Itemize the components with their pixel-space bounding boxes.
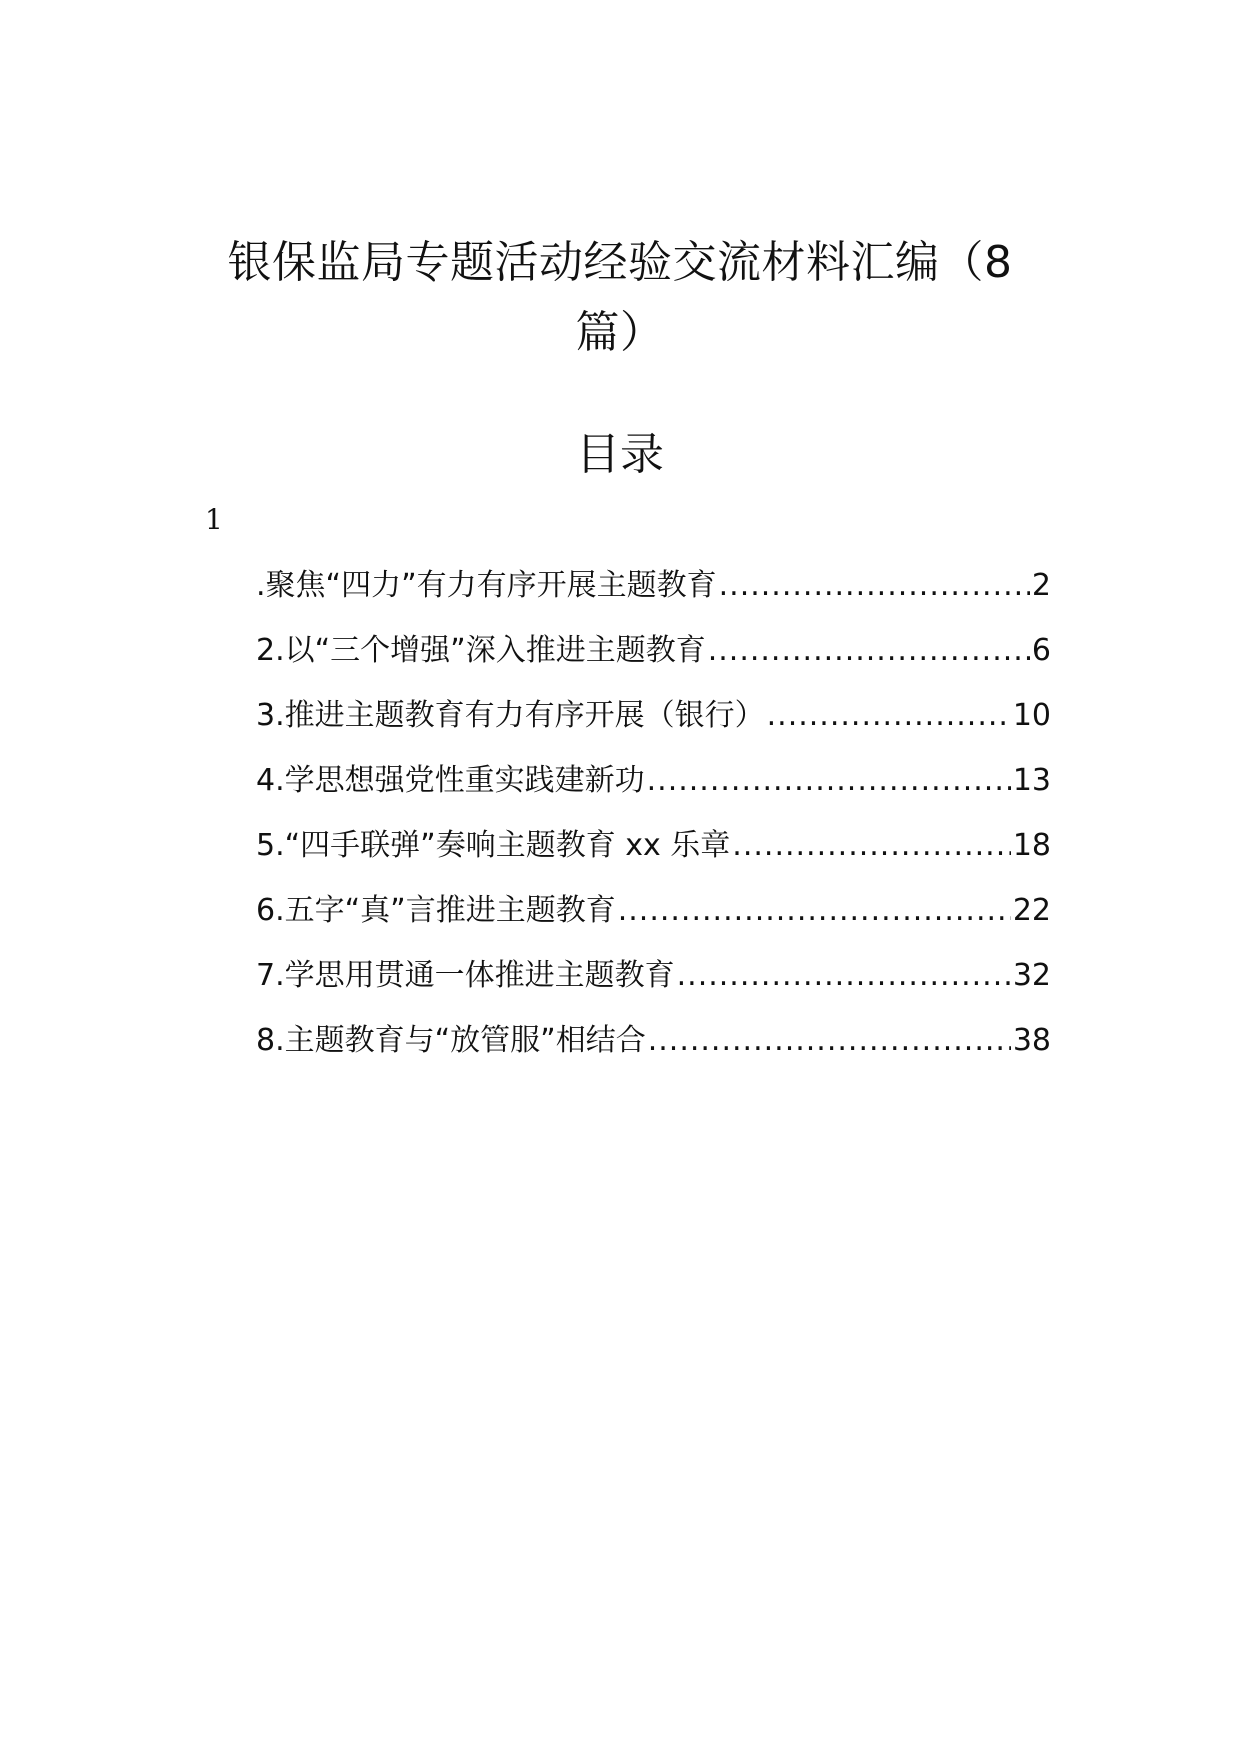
toc-heading: 目录 xyxy=(576,429,664,480)
page-marker: 1 xyxy=(205,503,223,536)
toc-entry-title: 2.以“三个增强”深入推进主题教育 xyxy=(256,633,706,668)
toc-entry-page: 10 xyxy=(1012,698,1051,733)
toc-entry-6[interactable] xyxy=(256,891,1051,956)
toc-entry-title: 6.五字“真”言推进主题教育 xyxy=(256,893,616,928)
toc-entry-title: .聚焦“四力”有力有序开展主题教育 xyxy=(256,568,717,603)
toc-entry-1[interactable] xyxy=(256,566,1051,631)
toc-dot-leader xyxy=(708,631,1030,671)
toc-entry-7[interactable] xyxy=(256,956,1051,1021)
toc-dot-leader xyxy=(648,1021,1011,1061)
toc-entry-8[interactable] xyxy=(256,1021,1051,1086)
toc-entry-title: 8.主题教育与“放管服”相结合 xyxy=(256,1023,646,1058)
toc-dot-leader xyxy=(732,826,1011,866)
toc-entry-5[interactable] xyxy=(256,826,1051,891)
toc-dot-leader xyxy=(677,956,1011,996)
toc-entry-4[interactable] xyxy=(256,761,1051,826)
toc-dot-leader xyxy=(618,891,1011,931)
toc-dot-leader xyxy=(719,566,1030,606)
toc-entry-title: 7.学思用贯通一体推进主题教育 xyxy=(256,958,675,993)
toc-entry-page: 32 xyxy=(1012,958,1051,993)
toc-entry-3[interactable] xyxy=(256,696,1051,761)
toc-entry-page: 18 xyxy=(1012,828,1051,863)
document-title-line-1: 银保监局专题活动经验交流材料汇编（8 xyxy=(227,237,1013,288)
toc-entry-page: 2 xyxy=(1031,568,1051,603)
document-title-line-2: 篇） xyxy=(575,307,665,358)
toc-entry-page: 6 xyxy=(1031,633,1051,668)
toc-entry-page: 13 xyxy=(1012,763,1051,798)
toc-entry-page: 22 xyxy=(1012,893,1051,928)
toc-dot-leader xyxy=(647,761,1011,801)
toc-dot-leader xyxy=(767,696,1011,736)
toc-entry-title: 5.“四手联弹”奏响主题教育 xx 乐章 xyxy=(256,828,731,863)
toc-entry-page: 38 xyxy=(1012,1023,1051,1058)
toc-entry-title: 3.推进主题教育有力有序开展（银行） xyxy=(256,698,765,733)
toc-entry-2[interactable] xyxy=(256,631,1051,696)
document-title xyxy=(200,228,1040,368)
table-of-contents xyxy=(256,566,1051,1086)
toc-entry-title: 4.学思想强党性重实践建新功 xyxy=(256,763,645,798)
